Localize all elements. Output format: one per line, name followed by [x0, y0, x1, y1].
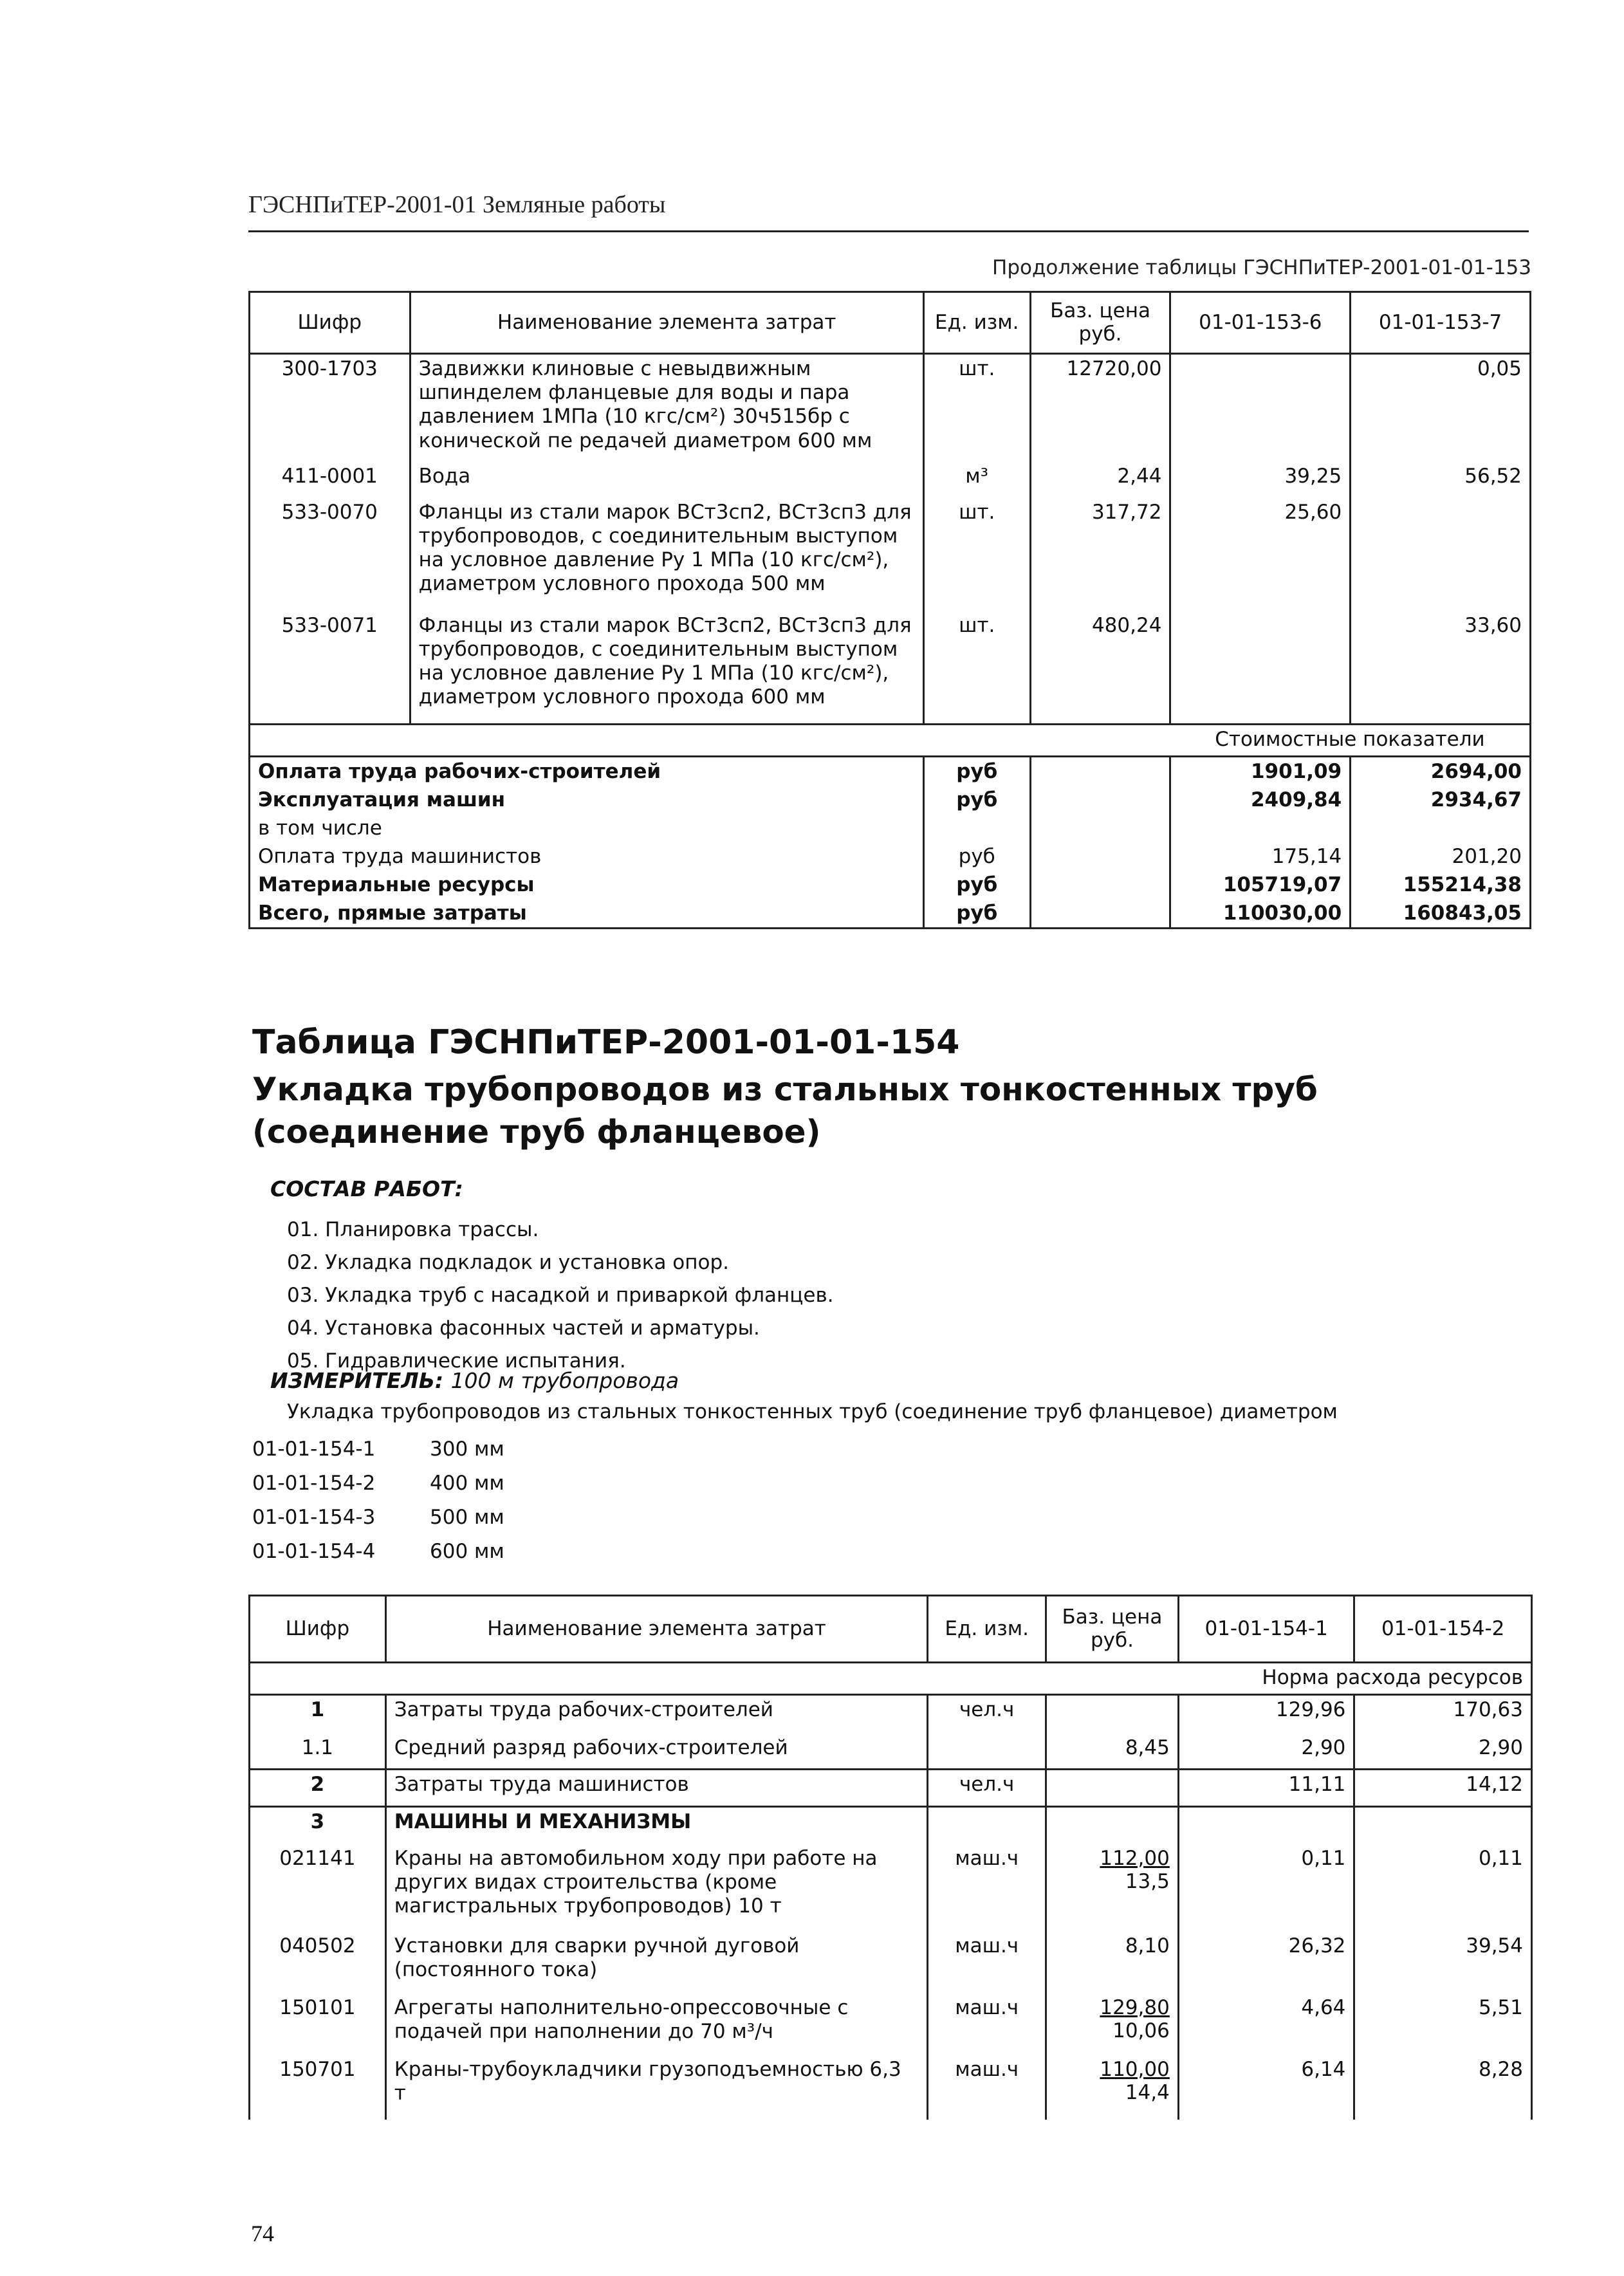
row-code: 533-0071 [250, 611, 411, 725]
row-unit: шт. [923, 354, 1030, 462]
column-header-price: Баз. цена руб. [1030, 292, 1170, 354]
column-header-variant-2: 01-01-154-2 [1354, 1596, 1532, 1663]
row-code: 1 [250, 1695, 386, 1734]
cost-value-2: 160843,05 [1351, 899, 1531, 929]
row-value-1 [1170, 611, 1351, 725]
row-code: 021141 [250, 1844, 386, 1932]
meter-label: ИЗМЕРИТЕЛЬ: [270, 1368, 444, 1393]
cost-value-1: 105719,07 [1170, 871, 1351, 899]
meter [270, 1368, 679, 1393]
cost-label: Материальные ресурсы [250, 871, 924, 899]
row-value-1: 129,96 [1178, 1695, 1354, 1734]
row-price: 12720,00 [1030, 354, 1170, 462]
cost-row [250, 786, 1531, 814]
row-value-1: 0,11 [1178, 1844, 1354, 1932]
row-unit: м³ [923, 462, 1030, 498]
column-header-unit: Ед. изм. [928, 1596, 1046, 1663]
list-item: 03. Укладка труб с насадкой и приваркой фланцев. [287, 1284, 834, 1307]
row-code: 300-1703 [250, 354, 411, 462]
row-value-2 [1354, 1807, 1532, 1844]
list-item [252, 1466, 504, 1501]
list-item [252, 1432, 504, 1466]
table-row [250, 498, 1531, 611]
column-header-unit: Ед. изм. [923, 292, 1030, 354]
variant-code: 01-01-154-4 [252, 1540, 376, 1563]
row-code: 150101 [250, 1994, 386, 2055]
row-value-2: 39,54 [1354, 1932, 1532, 1994]
list-item: 02. Укладка подкладок и установка опор. [287, 1251, 730, 1274]
row-value-1: 11,11 [1178, 1770, 1354, 1807]
cost-header-row [250, 725, 1531, 757]
row-price-secondary: 14,4 [1125, 2080, 1170, 2104]
cost-unit: руб [923, 899, 1030, 929]
row-value-1: 25,60 [1170, 498, 1351, 611]
norm-header: Норма расхода ресурсов [1178, 1663, 1531, 1695]
table-row [250, 1844, 1532, 1932]
variants-list [252, 1432, 504, 1569]
column-header-variant-1: 01-01-154-1 [1178, 1596, 1354, 1663]
cost-header: Стоимостные показатели [1170, 725, 1531, 757]
row-code: 040502 [250, 1932, 386, 1994]
list-item: 04. Установка фасонных частей и арматуры. [287, 1317, 760, 1340]
row-price: 480,24 [1030, 611, 1170, 725]
row-unit: маш.ч [928, 1932, 1046, 1994]
table-title: Таблица ГЭСНПиТЕР-2001-01-01-154 [252, 1023, 960, 1062]
cost-value-1: 1901,09 [1170, 757, 1351, 786]
row-price: 129,80 [1100, 1995, 1170, 2019]
row-name: Фланцы из стали марок ВСт3сп2, ВСт3сп3 для трубопроводов, с соединительным выступом на условное давление Ру 1 МПа (10 кгс/см²), диаметром условного прохода 500 мм [410, 498, 923, 611]
row-price: 2,44 [1030, 462, 1170, 498]
row-unit: маш.ч [928, 1994, 1046, 2055]
row-name: Вода [410, 462, 923, 498]
column-header-variant-2: 01-01-153-7 [1351, 292, 1531, 354]
row-name: Затраты труда машинистов [385, 1770, 927, 1807]
cost-value-1 [1170, 814, 1351, 842]
cost-unit: руб [923, 786, 1030, 814]
row-unit: шт. [923, 498, 1030, 611]
table-row [250, 1695, 1532, 1734]
cost-row [250, 842, 1531, 871]
row-unit: шт. [923, 611, 1030, 725]
row-name: МАШИНЫ И МЕХАНИЗМЫ [385, 1807, 927, 1844]
cost-row [250, 757, 1531, 786]
row-value-2: 2,90 [1354, 1734, 1532, 1770]
row-value-1: 39,25 [1170, 462, 1351, 498]
row-value-2: 56,52 [1351, 462, 1531, 498]
works-list [287, 1214, 834, 1378]
table-row [250, 1932, 1532, 1994]
row-value-1: 6,14 [1178, 2055, 1354, 2120]
variant-code: 01-01-154-3 [252, 1506, 376, 1529]
list-item: 01. Планировка трассы. [287, 1218, 539, 1241]
row-price: 317,72 [1030, 498, 1170, 611]
column-header-name: Наименование элемента затрат [410, 292, 923, 354]
cost-value-2 [1351, 814, 1531, 842]
row-name: Краны на автомобильном ходу при работе на других видах строительства (кроме магистральных трубопроводов) 10 т [385, 1844, 927, 1932]
variant-size: 500 мм [430, 1506, 504, 1529]
cost-unit [923, 814, 1030, 842]
row-price-secondary: 13,5 [1125, 1869, 1170, 1893]
row-unit: маш.ч [928, 2055, 1046, 2120]
row-value-2 [1351, 498, 1531, 611]
table-row [250, 611, 1531, 725]
cost-value-2: 155214,38 [1351, 871, 1531, 899]
row-value-2: 8,28 [1354, 2055, 1532, 2120]
row-unit: чел.ч [928, 1770, 1046, 1807]
row-value-2: 0,11 [1354, 1844, 1532, 1932]
variant-size: 300 мм [430, 1438, 504, 1461]
row-name: Задвижки клиновые с невыдвижным шпинделем фланцевые для воды и пара давлением 1МПа (10 кгс/см²) 30ч515бр с конической пе редачей диаметром 600 мм [410, 354, 923, 462]
meter-value: 100 м трубопровода [450, 1368, 679, 1393]
variant-code: 01-01-154-2 [252, 1472, 376, 1495]
list-item [252, 1535, 504, 1569]
row-code: 1.1 [250, 1734, 386, 1770]
cost-unit: руб [923, 842, 1030, 871]
resource-table-153 [248, 291, 1531, 929]
row-code: 533-0070 [250, 498, 411, 611]
cost-value-1: 2409,84 [1170, 786, 1351, 814]
description: Укладка трубопроводов из стальных тонкостенных труб (соединение труб фланцевое) диаметром [287, 1400, 1338, 1423]
row-price [1046, 1770, 1179, 1807]
cost-row [250, 871, 1531, 899]
row-value-2: 170,63 [1354, 1695, 1532, 1734]
list-item [252, 1501, 504, 1535]
row-unit: чел.ч [928, 1695, 1046, 1734]
row-value-2: 5,51 [1354, 1994, 1532, 2055]
row-value-1: 26,32 [1178, 1932, 1354, 1994]
resource-table-154 [248, 1595, 1533, 2120]
cost-row [250, 899, 1531, 929]
table-row [250, 1734, 1532, 1770]
table-row [250, 354, 1531, 462]
table-row [250, 1807, 1532, 1844]
works-label: СОСТАВ РАБОТ: [270, 1176, 463, 1201]
row-price: 112,00 [1100, 1846, 1170, 1870]
table-row [250, 2055, 1532, 2120]
row-value-1: 4,64 [1178, 1994, 1354, 2055]
row-name: Фланцы из стали марок ВСт3сп2, ВСт3сп3 для трубопроводов, с соединительным выступом на условное давление Ру 1 МПа (10 кгс/см²), диаметром условного прохода 600 мм [410, 611, 923, 725]
column-header-price: Баз. цена руб. [1046, 1596, 1179, 1663]
cost-row [250, 814, 1531, 842]
row-code: 411-0001 [250, 462, 411, 498]
row-unit [928, 1807, 1046, 1844]
table-continuation-caption: Продолжение таблицы ГЭСНПиТЕР-2001-01-01-153 [992, 256, 1531, 279]
cost-value-1: 110030,00 [1170, 899, 1351, 929]
row-value-1 [1170, 354, 1351, 462]
cost-label: Оплата труда рабочих-строителей [250, 757, 924, 786]
row-code: 150701 [250, 2055, 386, 2120]
row-price: 8,10 [1046, 1932, 1179, 1994]
variant-size: 400 мм [430, 1472, 504, 1495]
page-number: 74 [251, 2221, 274, 2246]
row-code: 3 [250, 1807, 386, 1844]
row-value-2: 33,60 [1351, 611, 1531, 725]
row-price: 110,00 [1100, 2057, 1170, 2081]
row-price [1046, 1695, 1179, 1734]
row-name: Затраты труда рабочих-строителей [385, 1695, 927, 1734]
row-unit [928, 1734, 1046, 1770]
row-price-secondary: 10,06 [1112, 2019, 1170, 2042]
table-subtitle: Укладка трубопроводов из стальных тонкостенных труб (соединение труб фланцевое) [252, 1071, 1318, 1151]
row-value-2: 14,12 [1354, 1770, 1532, 1807]
row-name: Средний разряд рабочих-строителей [385, 1734, 927, 1770]
list-item: 05. Гидравлические испытания. [287, 1349, 626, 1373]
cost-value-1: 175,14 [1170, 842, 1351, 871]
column-header-name: Наименование элемента затрат [385, 1596, 927, 1663]
cost-unit: руб [923, 871, 1030, 899]
column-header-code: Шифр [250, 292, 411, 354]
cost-label: Оплата труда машинистов [250, 842, 924, 871]
cost-value-2: 2694,00 [1351, 757, 1531, 786]
cost-value-2: 201,20 [1351, 842, 1531, 871]
cost-unit: руб [923, 757, 1030, 786]
row-name: Установки для сварки ручной дуговой (постоянного тока) [385, 1932, 927, 1994]
cost-label: Всего, прямые затраты [250, 899, 924, 929]
table-row [250, 462, 1531, 498]
cost-label: в том числе [250, 814, 924, 842]
row-code: 2 [250, 1770, 386, 1807]
cost-value-2: 2934,67 [1351, 786, 1531, 814]
column-header-variant-1: 01-01-153-6 [1170, 292, 1351, 354]
row-value-1: 2,90 [1178, 1734, 1354, 1770]
running-header: ГЭСНПиТЕР-2001-01 Земляные работы [248, 190, 1529, 232]
variant-size: 600 мм [430, 1540, 504, 1563]
row-price [1046, 1807, 1179, 1844]
row-unit: маш.ч [928, 1844, 1046, 1932]
row-name: Агрегаты наполнительно-опрессовочные с подачей при наполнении до 70 м³/ч [385, 1994, 927, 2055]
row-value-2: 0,05 [1351, 354, 1531, 462]
row-value-1 [1178, 1807, 1354, 1844]
table-row [250, 1770, 1532, 1807]
column-header-code: Шифр [250, 1596, 386, 1663]
norm-header-row [250, 1663, 1532, 1695]
variant-code: 01-01-154-1 [252, 1438, 376, 1461]
row-price: 8,45 [1046, 1734, 1179, 1770]
table-row [250, 1994, 1532, 2055]
cost-label: Эксплуатация машин [250, 786, 924, 814]
row-name: Краны-трубоукладчики грузоподъемностью 6,3 т [385, 2055, 927, 2120]
